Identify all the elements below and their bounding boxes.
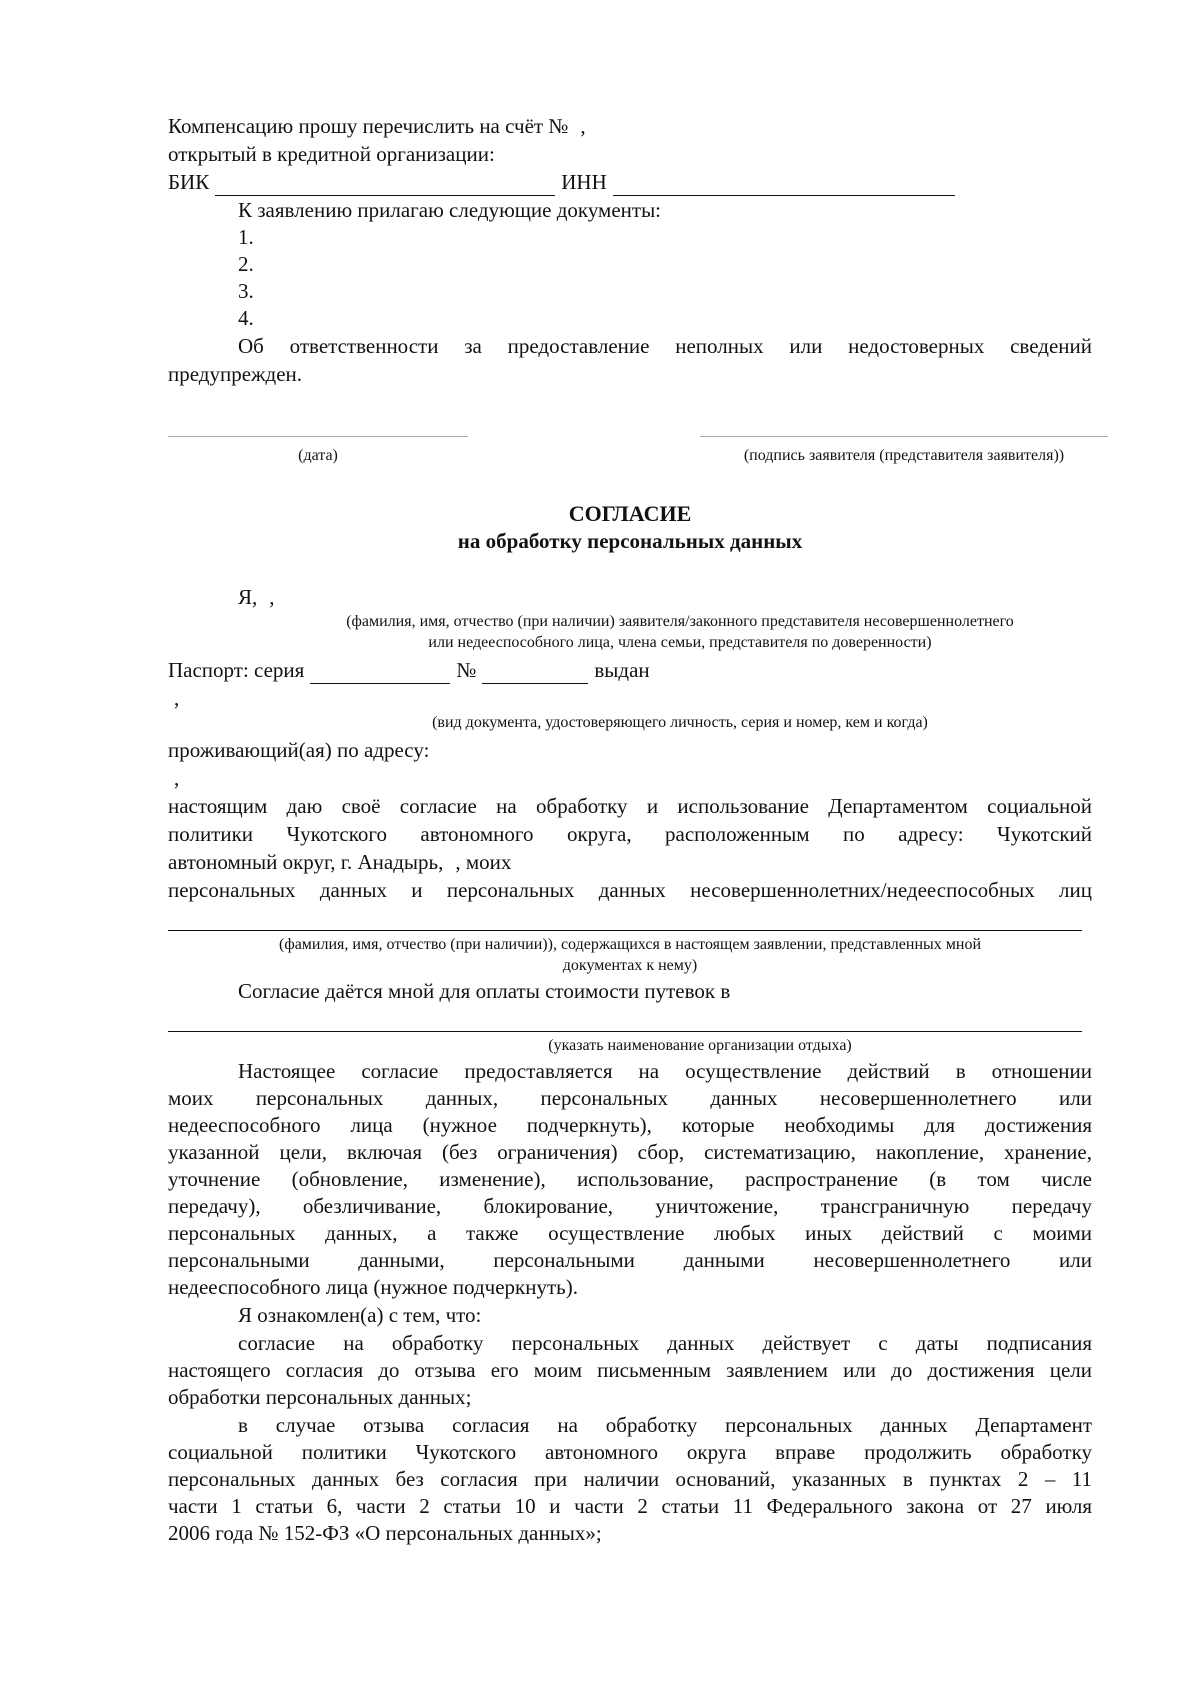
document-caption: (вид документа, удостоверяющего личность, серия и номер, кем и когда) (432, 714, 928, 731)
passport-line (168, 657, 1092, 684)
bik-label: БИК (168, 170, 210, 194)
applicant-name-line: Я, , (238, 585, 275, 609)
consent-p1-line-3: автономный округ, г. Анадырь, , моих (168, 850, 512, 874)
attachment-item-3: 3. (238, 279, 254, 303)
consent-p1-line-1: настоящим даю своё согласие на обработку и использование Департаментом социальной (168, 794, 1092, 818)
attachments-intro: К заявлению прилагаю следующие документы: (238, 198, 662, 222)
consent-subtitle: на обработку персональных данных (457, 529, 803, 553)
consent-p4-line-4: части 1 статьи 6, части 2 статьи 10 и части 2 статьи 11 Федерального закона от 27 июля (168, 1494, 1092, 1518)
acquainted-line: Я ознакомлен(а) с тем, что: (238, 1303, 482, 1327)
bik-field[interactable] (215, 176, 555, 196)
signature-line[interactable] (700, 436, 1108, 437)
persons-caption-2: документах к нему) (562, 957, 698, 974)
consent-p4-line-5: 2006 года № 152-ФЗ «О персональных данных»; (168, 1521, 602, 1545)
attachment-item-2: 2. (238, 252, 254, 276)
address-line (168, 737, 1092, 764)
account-line (168, 113, 1092, 140)
consent-p2-line-4: указанной цели, включая (без ограничения) сбор, систематизацию, накопление, хранение, (168, 1140, 1092, 1164)
attachment-item-4: 4. (238, 306, 254, 330)
inn-field[interactable] (613, 176, 955, 196)
consent-p2-line-8: персональными данными, персональными данными несовершеннолетнего или (168, 1248, 1092, 1272)
persons-caption-1: (фамилия, имя, отчество (при наличии)), содержащихся в настоящем заявлении, представленных мной (279, 936, 981, 953)
inn-label: ИНН (561, 170, 607, 194)
passport-series-field[interactable] (310, 664, 450, 684)
consent-p2-line-7: персональных данных, а также осуществление любых иных действий с моими (168, 1221, 1092, 1245)
consent-p2-line-5: уточнение (обновление, изменение), использование, распространение (в том числе (168, 1167, 1092, 1191)
date-caption: (дата) (298, 447, 338, 464)
passport-series-label: Паспорт: серия (168, 658, 305, 682)
organization-field[interactable] (168, 1031, 1082, 1032)
applicant-caption-1: (фамилия, имя, отчество (при наличии) заявителя/законного представителя несовершеннолетнего (346, 613, 1014, 630)
consent-p4-line-2: социальной политики Чукотского автономного округа вправе продолжить обработку (168, 1440, 1092, 1464)
responsibility-line-2: предупрежден. (168, 362, 303, 386)
consent-p4-line-1: в случае отзыва согласия на обработку персональных данных Департамент (238, 1413, 1092, 1437)
attachment-item-1: 1. (238, 225, 254, 249)
organization-caption: (указать наименование организации отдыха) (548, 1037, 852, 1054)
document-line: , (174, 686, 180, 710)
consent-p2-line-2: моих персональных данных, персональных данных несовершеннолетнего или (168, 1086, 1092, 1110)
consent-p4-line-3: персональных данных без согласия при наличии оснований, указанных в пунктах 2 – 11 (168, 1467, 1092, 1491)
responsibility-line-1: Об ответственности за предоставление неполных или недостоверных сведений (238, 334, 1092, 358)
account-label: Компенсацию прошу перечислить на счёт № (168, 114, 569, 138)
consent-p2-line-3: недееспособного лица (нужное подчеркнуть), которые необходимы для достижения (168, 1113, 1092, 1137)
applicant-caption-2: или недееспособного лица, члена семьи, представителя по доверенности) (428, 634, 932, 651)
account-comma: , (580, 114, 586, 138)
address-label: проживающий(ая) по адресу: (168, 738, 430, 762)
consent-p2-line-6: передачу), обезличивание, блокирование, уничтожение, трансграничную передачу (168, 1194, 1092, 1218)
i-label: Я, (238, 585, 258, 609)
consent-p2-line-1: Настоящее согласие предоставляется на осуществление действий в отношении (238, 1059, 1092, 1083)
consent-p1-line-4: персональных данных и персональных данных несовершеннолетних/недееспособных лиц (168, 878, 1092, 902)
consent-p3-line-3: обработки персональных данных; (168, 1385, 472, 1409)
passport-number-label: № (456, 658, 477, 682)
date-line[interactable] (168, 436, 468, 437)
purpose-line: Согласие даётся мной для оплаты стоимости путевок в (238, 979, 731, 1003)
consent-p3-line-2: настоящего согласия до отзыва его моим письменным заявлением или до достижения цели (168, 1358, 1092, 1382)
passport-issued-label: выдан (594, 658, 650, 682)
consent-p3-line-1: согласие на обработку персональных данных действует с даты подписания (238, 1331, 1092, 1355)
bank-line (168, 141, 1092, 168)
consent-p2-line-9: недееспособного лица (нужное подчеркнуть). (168, 1275, 578, 1299)
passport-number-field[interactable] (482, 664, 588, 684)
persons-field[interactable] (168, 930, 1082, 931)
signature-caption: (подпись заявителя (представителя заявителя)) (743, 447, 1065, 464)
bank-label: открытый в кредитной организации: (168, 142, 495, 166)
consent-title: СОГЛАСИЕ (568, 501, 692, 526)
bik-inn-line (168, 169, 1092, 196)
consent-p1-line-2: политики Чукотского автономного округа, расположенным по адресу: Чукотский (168, 822, 1092, 846)
address-line-2: , (174, 766, 180, 790)
